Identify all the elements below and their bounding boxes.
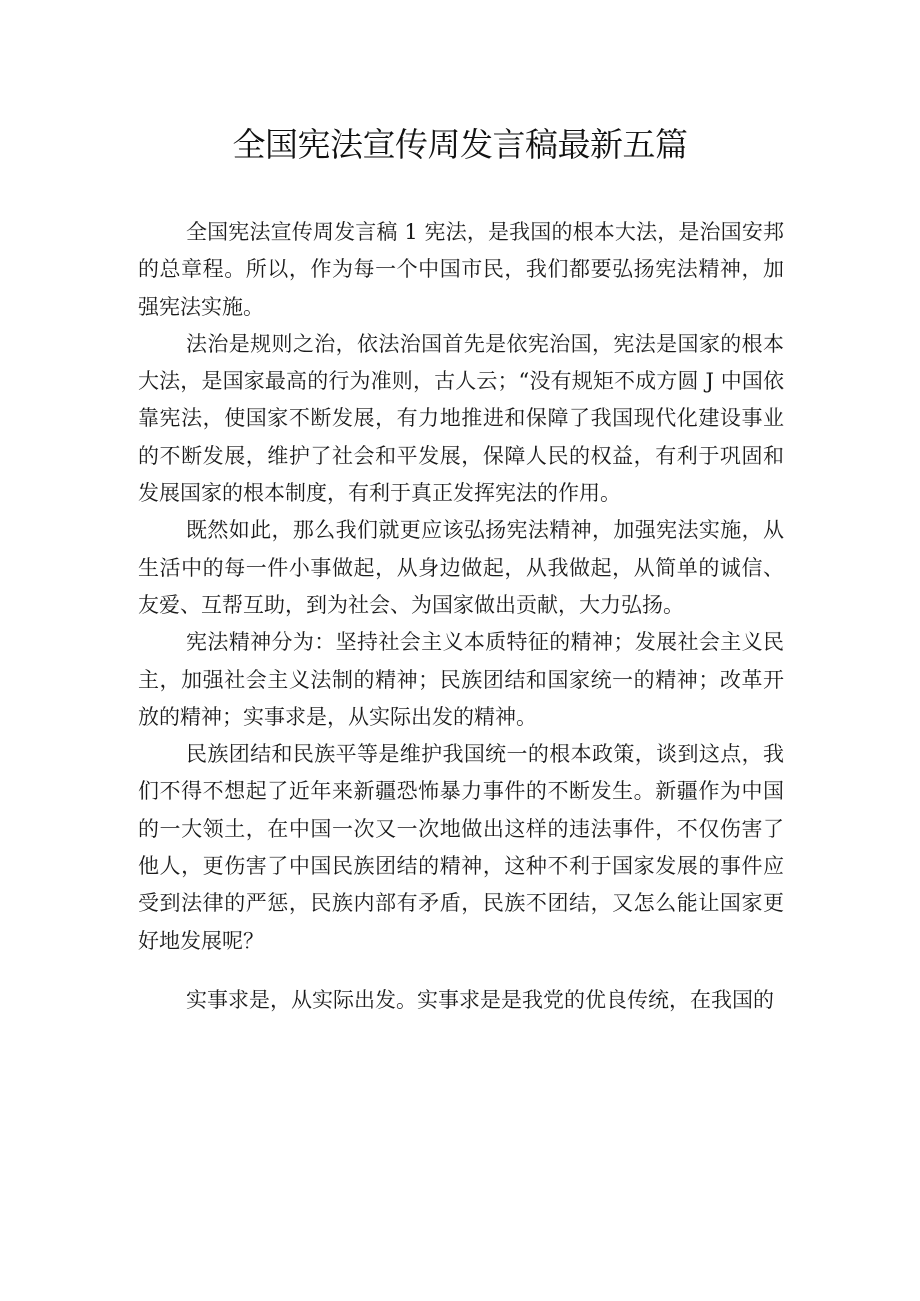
- document-body: [138, 214, 784, 1019]
- document-title: 全国宪法宣传周发言稿最新五篇: [232, 125, 688, 164]
- paragraph-rule-of-law: 法治是规则之治，依法治国首先是依宪治国，宪法是国家的根本大法，是国家最高的行为准则，古人云；“没有规矩不成方圆 J 中国依靠宪法，使国家不断发展，有力地推进和保障了我国现代化建设事业的不断发展，维护了社会和平发展，保障人民的权益，有利于巩固和发展国家的根本制度，有利于真正发挥宪法的作用。: [138, 331, 784, 506]
- paragraph-ethnic-unity: 民族团结和民族平等是维护我国统一的根本政策，谈到这点，我们不得不想起了近年来新疆恐怖暴力事件的不断发生。新疆作为中国的一大领土，在中国一次又一次地做出这样的违法事件，不仅伤害了他人，更伤害了中国民族团结的精神，这种不利于国家发展的事件应受到法律的严惩，民族内部有矛盾，民族不团结，又怎么能让国家更好地发展呢？: [138, 742, 784, 953]
- paragraph-promote-spirit: 既然如此，那么我们就更应该弘扬宪法精神，加强宪法实施，从生活中的每一件小事做起，从身边做起，从我做起，从简单的诚信、友爱、互帮互助，到为社会、为国家做出贡献，大力弘扬。: [138, 518, 784, 617]
- paragraph-seek-truth: 实事求是，从实际出发。实事求是是我党的优良传统，在我国的: [186, 987, 774, 1012]
- paragraph-constitution-spirit: 宪法精神分为：坚持社会主义本质特征的精神；发展社会主义民主，加强社会主义法制的精神；民族团结和国家统一的精神；改革开放的精神；实事求是，从实际出发的精神。: [138, 630, 784, 729]
- paragraph-intro: 全国宪法宣传周发言稿 1 宪法，是我国的根本大法，是治国安邦的总章程。所以，作为每一个中国市民，我们都要弘扬宪法精神，加强宪法实施。: [138, 220, 784, 319]
